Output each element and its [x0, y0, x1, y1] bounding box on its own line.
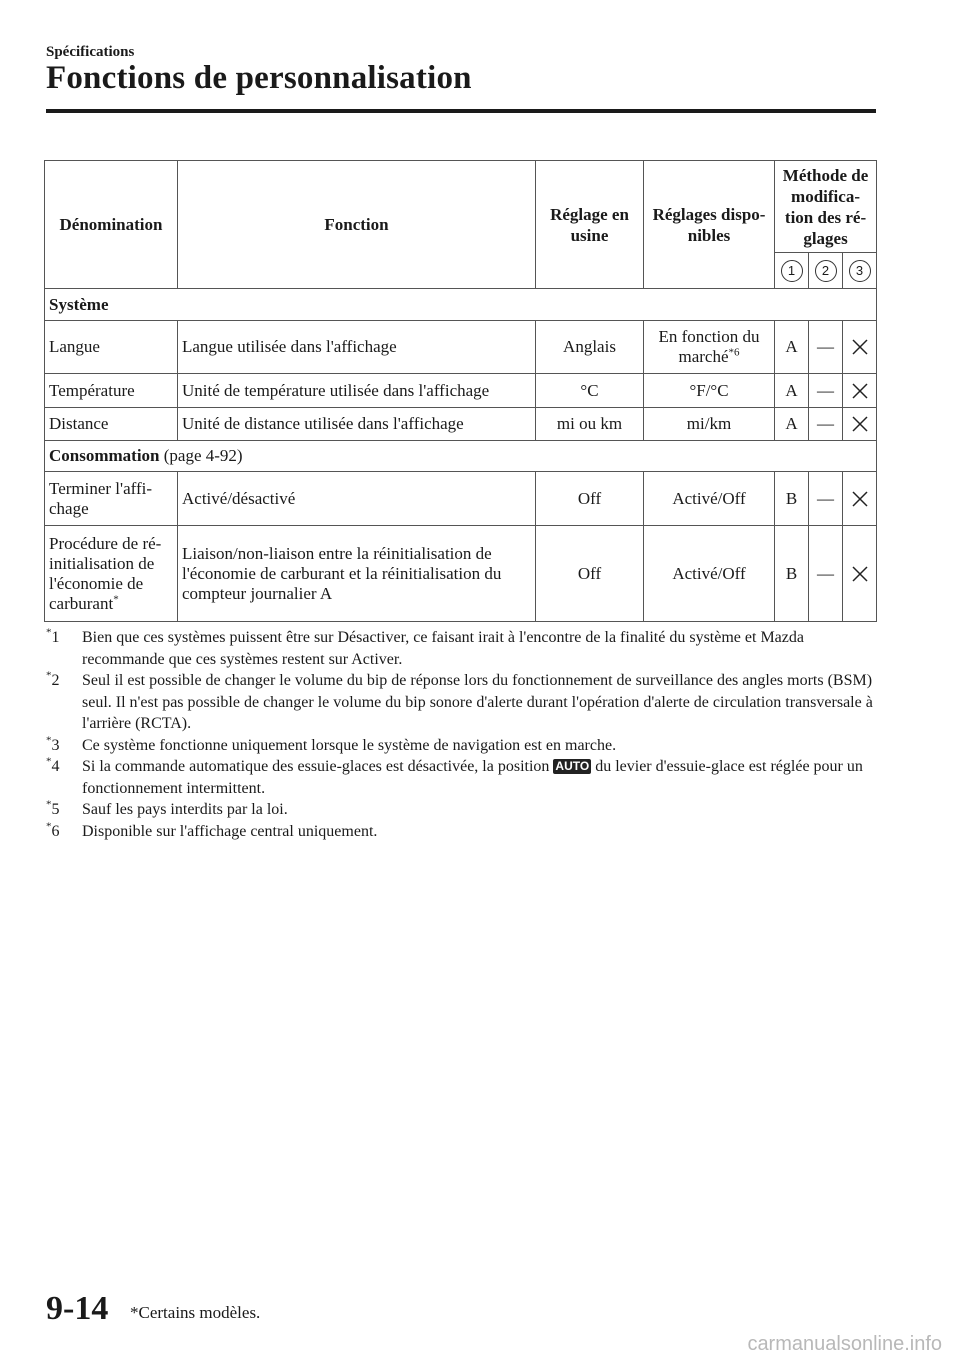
watermark: carmanualsonline.info [747, 1333, 942, 1355]
footnotes [46, 627, 876, 842]
footnote-text: Bien que ces systèmes puissent être sur Désactiver, ce faisant irait à l'encontre de la finalité du système et Mazda recommande que ces systèmes restent sur Activer. [82, 629, 804, 668]
category-systeme: Système [45, 289, 877, 321]
method-col-2 [809, 253, 843, 289]
customization-table [44, 160, 877, 622]
footnote-mark: *1 [46, 626, 60, 646]
row-default: Off [536, 472, 644, 526]
header-reglages-dispo: Réglages dispo-nibles [644, 161, 775, 289]
footnote [46, 799, 876, 821]
row-method-2: — [809, 526, 843, 622]
table-row [45, 321, 877, 374]
page-number: 9-14 [46, 1290, 109, 1327]
row-function: Unité de température utilisée dans l'affichage [178, 374, 536, 408]
circled-2-icon: 2 [815, 260, 837, 282]
row-method-3 [843, 374, 877, 408]
row-available: °F/°C [644, 374, 775, 408]
row-method-2: — [809, 472, 843, 526]
row-method-1: B [775, 526, 809, 622]
row-available [644, 321, 775, 374]
header-methode: Méthode de modifica-tion des ré-glages [775, 161, 877, 253]
row-method-3 [843, 472, 877, 526]
footnote-text: Sauf les pays interdits par la loi. [82, 801, 288, 818]
footnote-mark: *5 [46, 798, 60, 818]
row-default: °C [536, 374, 644, 408]
row-method-3 [843, 526, 877, 622]
row-default: Off [536, 526, 644, 622]
footnote-mark: *3 [46, 734, 60, 754]
section-label: Spécifications [46, 44, 135, 60]
x-mark-icon [851, 415, 869, 433]
footer-note: *Certains modèles. [130, 1303, 261, 1322]
row-function: Activé/désactivé [178, 472, 536, 526]
header-denomination: Dénomination [45, 161, 178, 289]
row-method-3 [843, 321, 877, 374]
header-fonction: Fonction [178, 161, 536, 289]
footnote-text: Seul il est possible de changer le volume du bip de réponse lors du fonctionnement de surveillance des angles morts (BSM) seul. Il n'est pas possible de changer le volume du bip sonore d'alerte durant l'opération d'alerte de circulation transversale à l'arrière (RCTA). [82, 672, 873, 732]
x-mark-icon [851, 490, 869, 508]
row-default: Anglais [536, 321, 644, 374]
footnote [46, 670, 876, 735]
circled-1-icon: 1 [781, 260, 803, 282]
row-default: mi ou km [536, 408, 644, 441]
page-reference: (page 4-92) [163, 446, 243, 465]
footnote-mark: *6 [46, 820, 60, 840]
row-available-text: En fonction du marché [658, 327, 760, 366]
category-consommation-label: Consommation [49, 446, 160, 465]
footnote-ref: *6 [728, 346, 740, 359]
table-row [45, 408, 877, 441]
footnote [46, 735, 876, 757]
page-title: Fonctions de personnalisation [46, 60, 472, 96]
x-mark-icon [851, 338, 869, 356]
row-method-1: B [775, 472, 809, 526]
x-mark-icon [851, 565, 869, 583]
table-row [45, 472, 877, 526]
row-name [45, 526, 178, 622]
footnote-ref: * [113, 592, 119, 605]
footnote [46, 627, 876, 670]
category-consommation [45, 441, 877, 472]
footnote-text: Ce système fonctionne uniquement lorsque le système de navigation est en marche. [82, 736, 617, 754]
row-name: Langue [45, 321, 178, 374]
row-method-1: A [775, 374, 809, 408]
row-function: Unité de distance utilisée dans l'affichage [178, 408, 536, 441]
row-method-2: — [809, 321, 843, 374]
footnote-text: Disponible sur l'affichage central uniquement. [82, 822, 378, 840]
auto-wiper-icon: AUTO [555, 759, 590, 773]
table-row [45, 374, 877, 408]
row-method-2: — [809, 408, 843, 441]
row-method-1: A [775, 408, 809, 441]
method-col-3 [843, 253, 877, 289]
circled-3-icon: 3 [849, 260, 871, 282]
footnote-mark: *2 [46, 669, 60, 689]
table-row [45, 526, 877, 622]
row-method-3 [843, 408, 877, 441]
footnote [46, 756, 876, 799]
x-mark-icon [851, 382, 869, 400]
row-method-1: A [775, 321, 809, 374]
method-col-1 [775, 253, 809, 289]
row-name: Terminer l'affi-chage [45, 472, 178, 526]
row-function: Langue utilisée dans l'affichage [178, 321, 536, 374]
footnote-text: Si la commande automatique des essuie-glaces est désactivée, la position AUTO du levier d'essuie-glace est réglée pour un fonctionnement intermittent. [82, 758, 863, 797]
row-available: Activé/Off [644, 472, 775, 526]
row-name: Température [45, 374, 178, 408]
footnote-mark: *4 [46, 755, 60, 775]
row-name-text: Procédure de ré-initialisation de l'économie de carburant [49, 533, 162, 613]
header-reglage-usine: Réglage en usine [536, 161, 644, 289]
row-function: Liaison/non-liaison entre la réinitialisation de l'économie de carburant et la réinitialisation du compteur journalier A [178, 526, 536, 622]
footnote [46, 821, 876, 843]
row-method-2: — [809, 374, 843, 408]
row-available: mi/km [644, 408, 775, 441]
row-name: Distance [45, 408, 178, 441]
row-available: Activé/Off [644, 526, 775, 622]
title-rule [46, 109, 876, 113]
